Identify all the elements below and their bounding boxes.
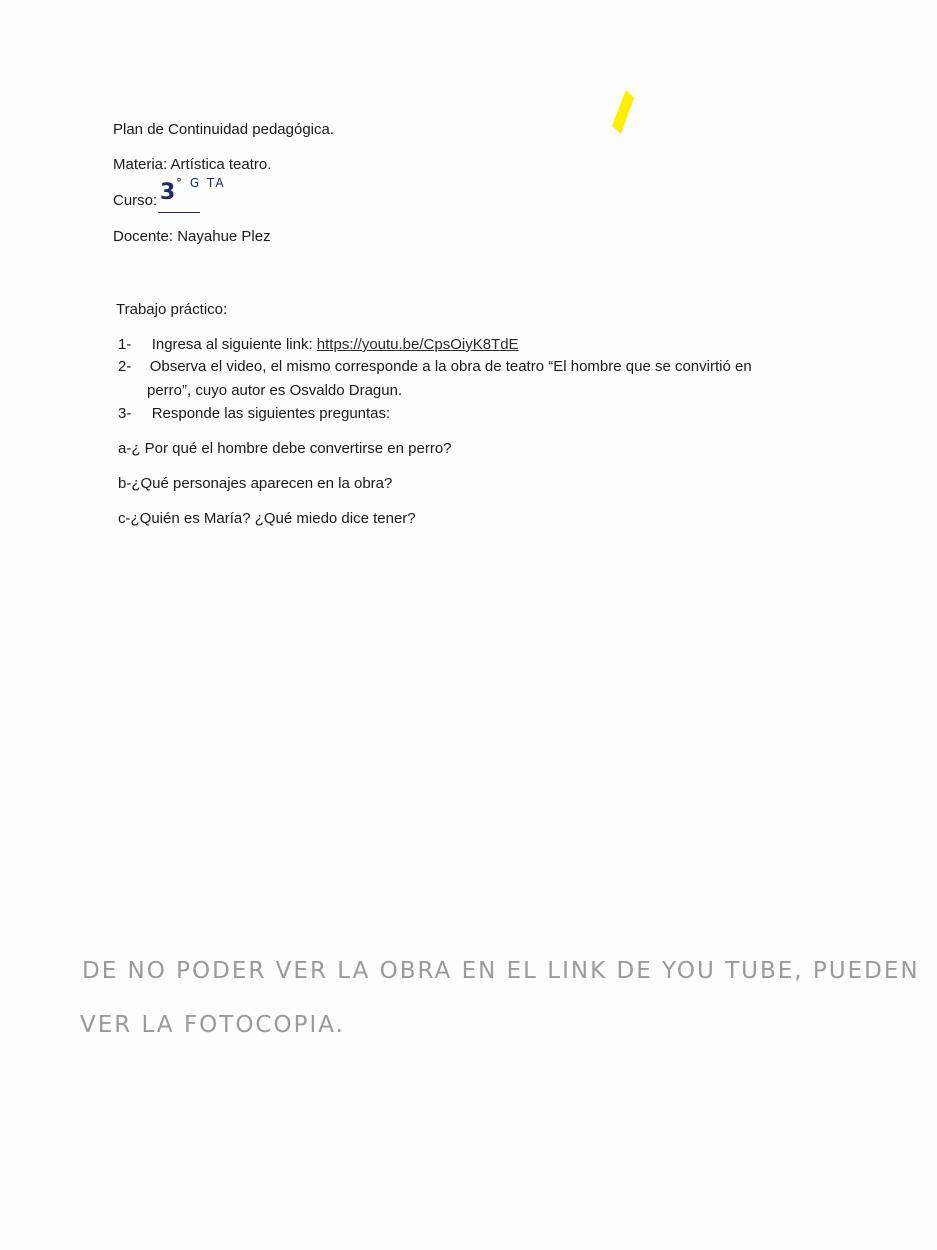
- youtube-link[interactable]: https://youtu.be/CpsOiyK8TdE: [316, 336, 519, 353]
- docente-line: Docente: Nayahue Plez: [113, 228, 271, 245]
- curso-superscript: ° G TA: [176, 176, 226, 190]
- question-c: c-¿Quién es María? ¿Qué miedo dice tener?: [118, 510, 416, 527]
- curso-handwritten: [160, 176, 240, 218]
- curso-label: Curso:: [113, 192, 158, 209]
- step-number: 1-: [118, 336, 132, 353]
- plan-title: Plan de Continuidad pedagógica.: [113, 121, 335, 138]
- step-text: Responde las siguientes preguntas:: [151, 405, 391, 422]
- question-a: a-¿ Por qué el hombre debe convertirse en perro?: [118, 440, 452, 457]
- assignment-title: Trabajo práctico:: [116, 301, 228, 318]
- curso-value: 3: [160, 180, 176, 205]
- step-number: 3-: [118, 405, 132, 422]
- step-text: Observa el video, el mismo corresponde a la obra de teatro “El hombre que se convirtió en: [149, 358, 752, 375]
- step-1: [118, 336, 519, 354]
- curso-underline: [158, 212, 200, 213]
- step-2: [118, 358, 752, 376]
- handwritten-note-line-1: DE NO PODER VER LA OBRA EN EL LINK DE YOU TUBE, PUEDEN: [82, 958, 920, 984]
- step-text: Ingresa al siguiente link:: [151, 336, 317, 353]
- highlighter-mark: [612, 88, 634, 136]
- step-number: 2-: [118, 358, 132, 375]
- handwritten-note-line-2: VER LA FOTOCOPIA.: [80, 1012, 345, 1038]
- question-b: b-¿Qué personajes aparecen en la obra?: [118, 475, 393, 492]
- step-2-continued: perro”, cuyo autor es Osvaldo Dragun.: [147, 382, 403, 399]
- materia-line: Materia: Artística teatro.: [113, 156, 272, 173]
- step-3: [118, 405, 390, 423]
